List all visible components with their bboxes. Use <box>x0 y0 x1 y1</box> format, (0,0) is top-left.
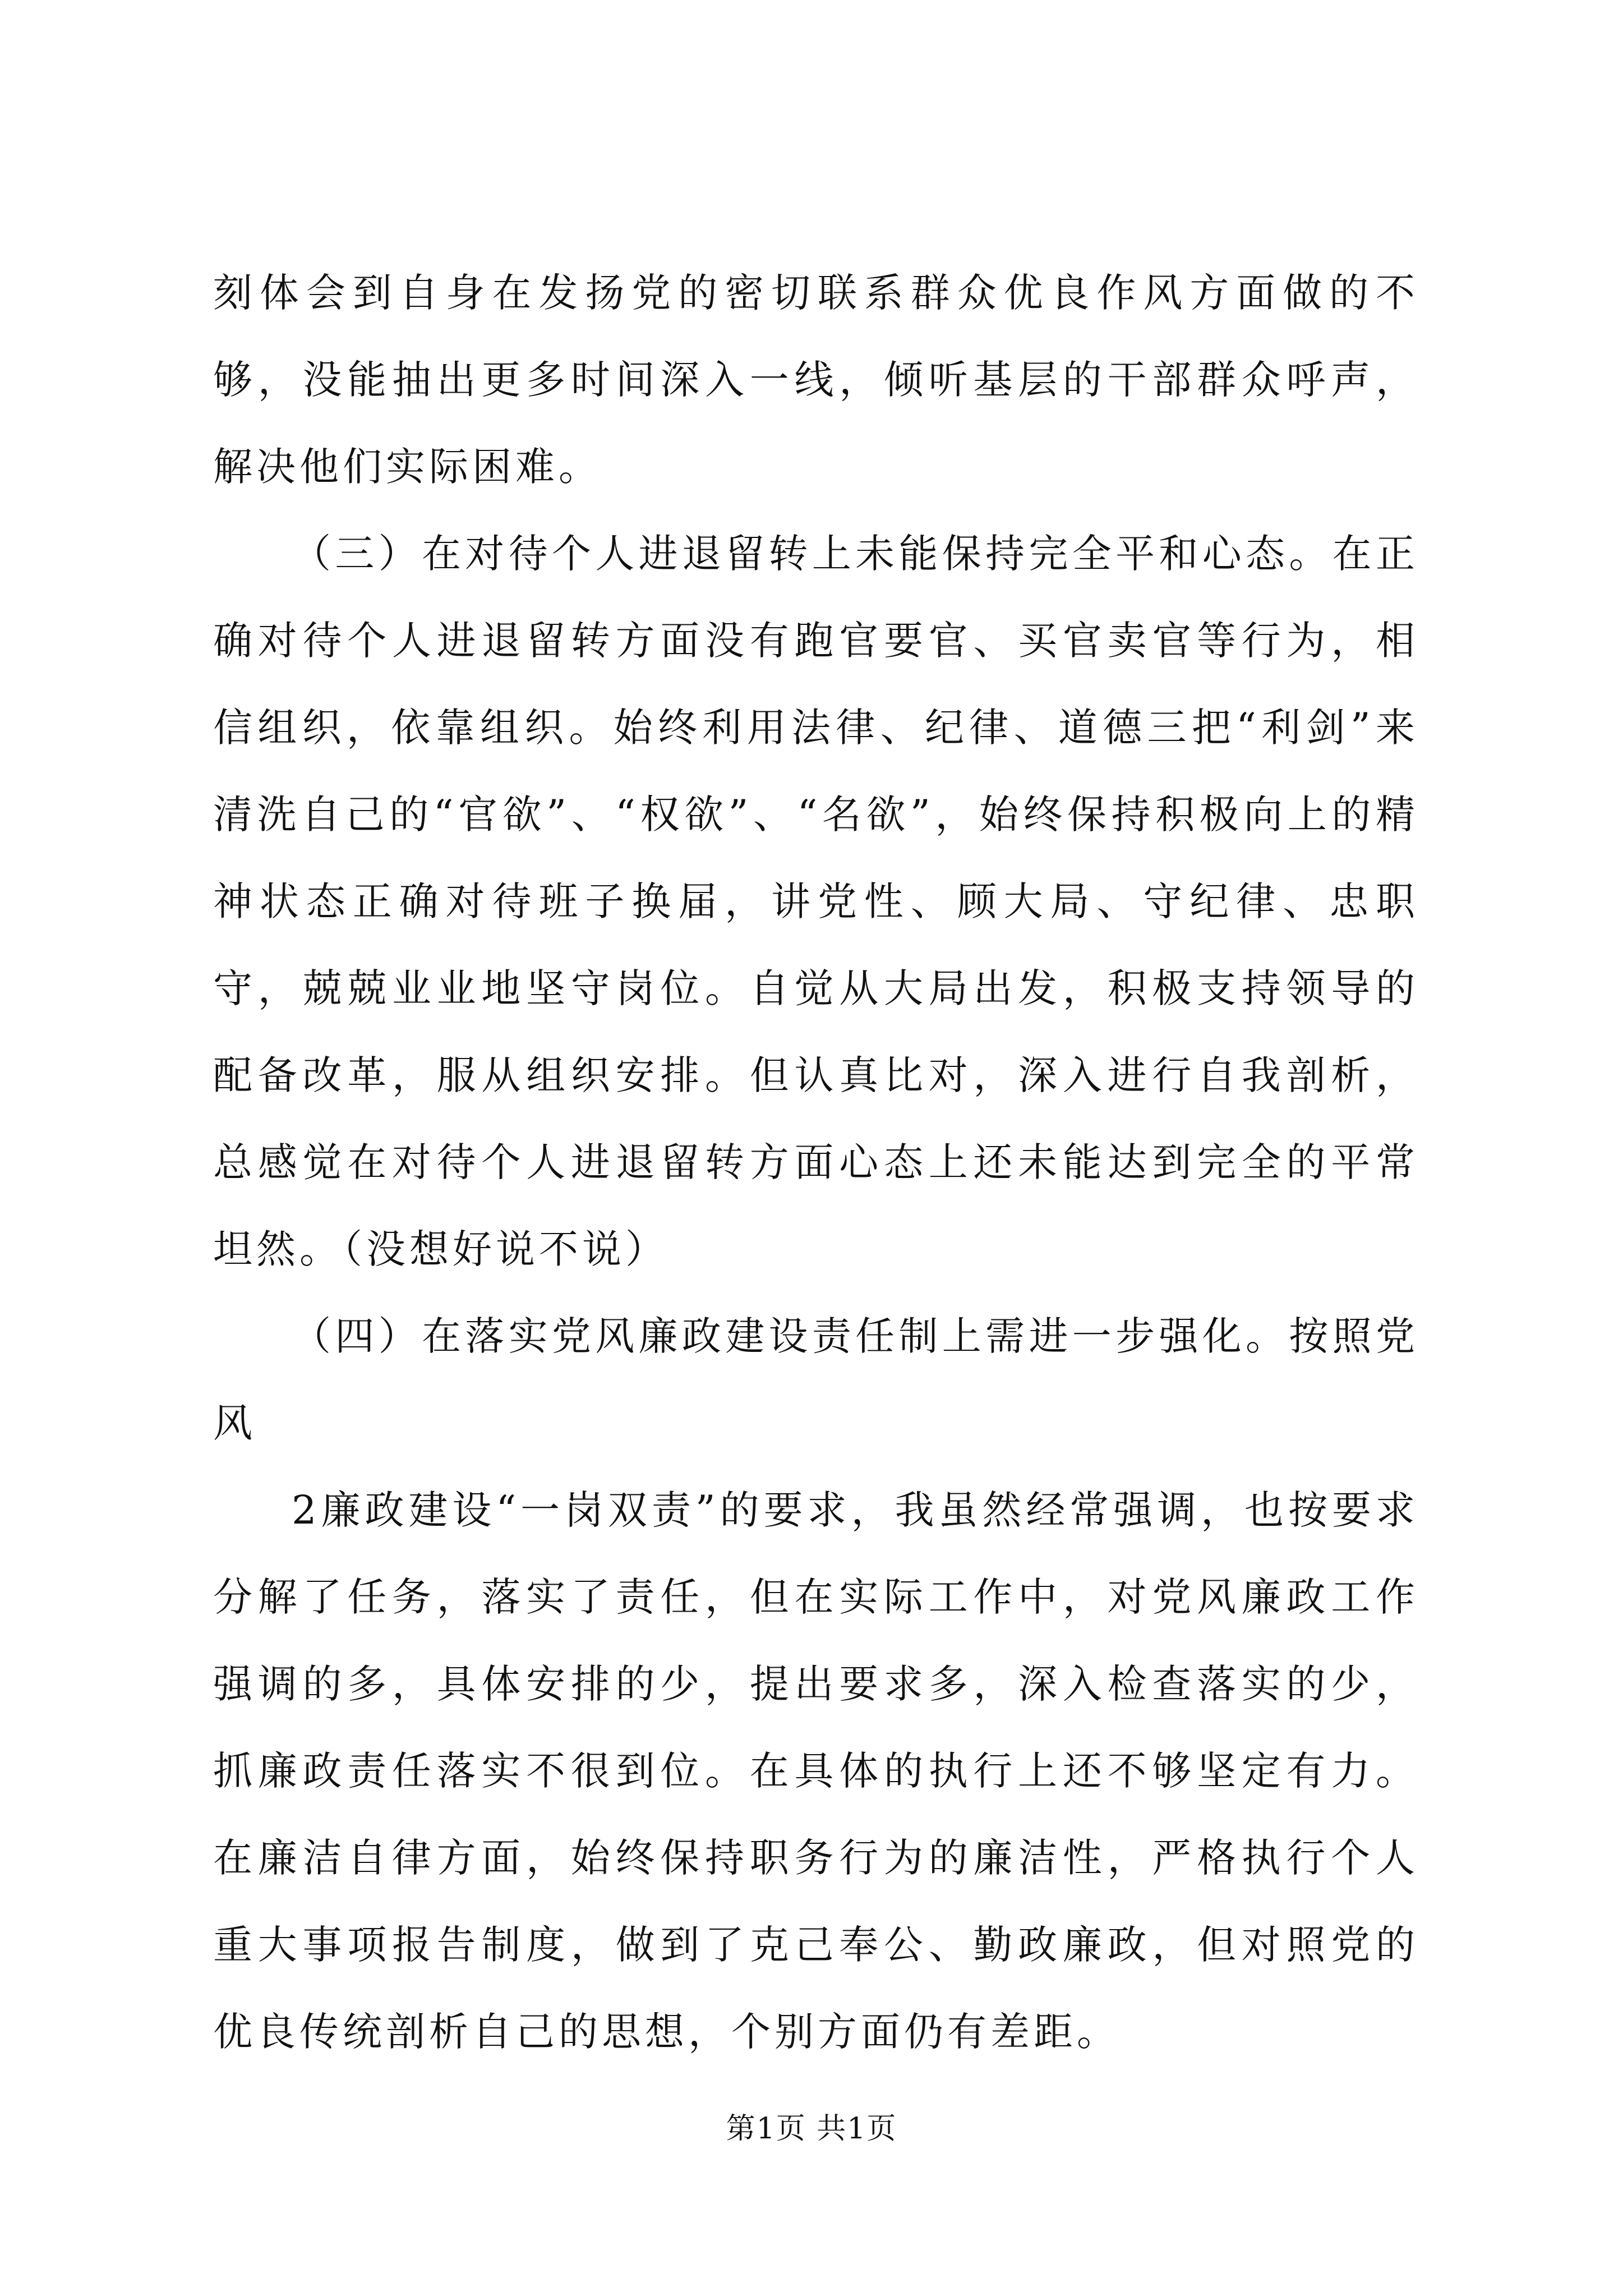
paragraph-responsibility: 2廉政建设“一岗双责”的要求，我虽然经常强调，也按要求分解了任务，落实了责任，但在实际工作中，对党风廉政工作强调的多，具体安排的少，提出要求多，深入检查落实的少，抓廉政责任落实不很到位。在具体的执行上还不够坚定有力。在廉洁自律方面，始终保持职务行为的廉洁性，严格执行个人重大事项报告制度，做到了克己奉公、勤政廉政，但对照党的优良传统剖析自己的思想，个别方面仍有差距。 <box>213 1487 1419 2055</box>
document-body <box>213 250 1419 2076</box>
paragraph-section-three: （三）在对待个人进退留转上未能保持完全平和心态。在正确对待个人进退留转方面没有跑官要官、买官卖官等行为，相信组织，依靠组织。始终利用法律、纪律、道德三把“利剑”来清洗自己的“官欲”、“权欲”、“名欲”，始终保持积极向上的精神状态正确对待班子换届，讲党性、顾大局、守纪律、忠职守，兢兢业业地坚守岗位。自觉从大局出发，积极支持领导的配备改革，服从组织安排。但认真比对，深入进行自我剖析，总感觉在对待个人进退留转方面心态上还未能达到完全的平常坦然。（没想好说不说） <box>213 531 1419 1272</box>
paragraph-section-four: （四）在落实党风廉政建设责任制上需进一步强化。按照党风 <box>213 1313 1419 1446</box>
paragraph-continuation: 刻体会到自身在发扬党的密切联系群众优良作风方面做的不够，没能抽出更多时间深入一线，倾听基层的干部群众呼声，解决他们实际困难。 <box>213 270 1419 490</box>
page-number-footer: 第1页 共1页 <box>726 2112 897 2146</box>
